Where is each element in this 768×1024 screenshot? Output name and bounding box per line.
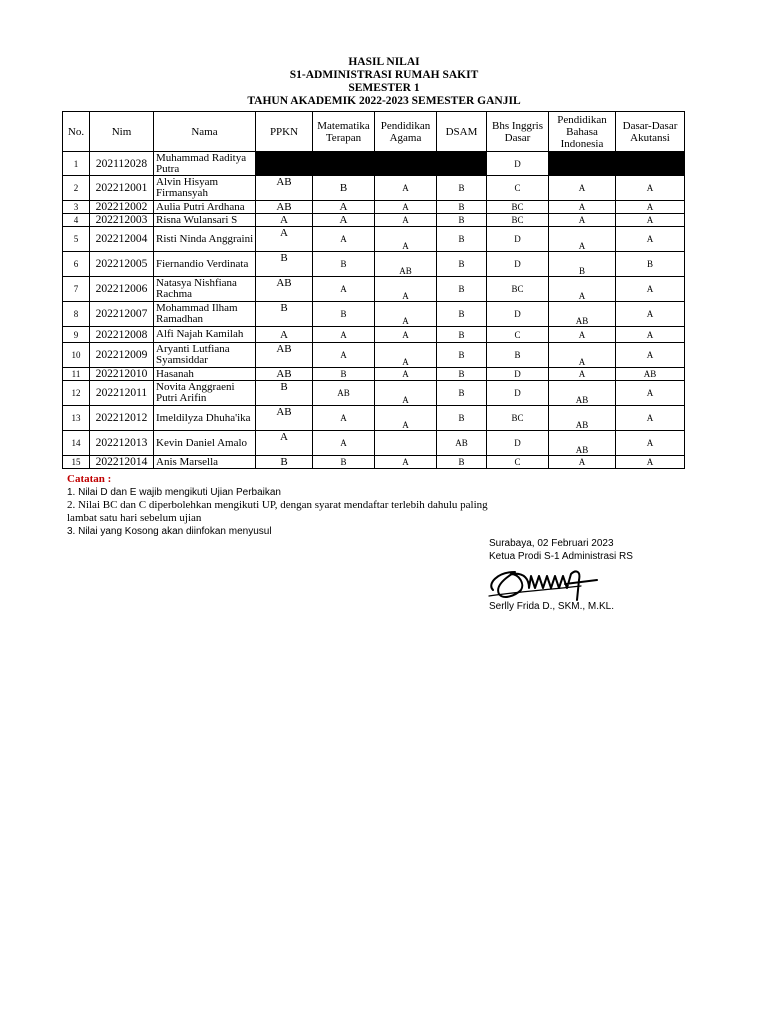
title-line-4: TAHUN AKADEMIK 2022-2023 SEMESTER GANJIL	[247, 95, 521, 107]
col-header-nama: Nama	[154, 112, 256, 152]
cell-indonesia: A	[549, 277, 616, 302]
cell-agama: A	[375, 176, 437, 201]
table-row	[63, 176, 685, 201]
signer-name: Serlly Frida D., SKM., M.KL.	[489, 601, 615, 612]
cell-nama: Alfi Najah Kamilah	[154, 327, 256, 343]
cell-dsam: B	[437, 227, 487, 252]
cell-matematika: B	[313, 368, 375, 381]
cell-akuntansi: A	[616, 227, 685, 252]
cell-inggris: C	[487, 327, 549, 343]
cell-nama: Muhammad Raditya Putra	[154, 152, 256, 176]
cell-agama: A	[375, 302, 437, 327]
cell-matematika: A	[313, 327, 375, 343]
table-row	[63, 152, 685, 176]
cell-agama: A	[375, 368, 437, 381]
cell-matematika: A	[313, 343, 375, 368]
col-header-matematika: Matematika Terapan	[313, 112, 375, 152]
col-header-nim: Nim	[90, 112, 154, 152]
table-row	[63, 214, 685, 227]
cell-dsam: B	[437, 456, 487, 469]
cell-indonesia: AB	[549, 381, 616, 406]
cell-agama: AB	[375, 252, 437, 277]
cell-nim: 202212014	[90, 456, 154, 469]
cell-dsam: B	[437, 327, 487, 343]
cell-matematika: A	[313, 201, 375, 214]
cell-ppkn: B	[256, 381, 313, 406]
cell-dsam: B	[437, 381, 487, 406]
cell-dsam: B	[437, 277, 487, 302]
cell-akuntansi: A	[616, 302, 685, 327]
col-header-ppkn: PPKN	[256, 112, 313, 152]
table-row	[63, 201, 685, 214]
cell-nim: 202212006	[90, 277, 154, 302]
cell-nama: Anis Marsella	[154, 456, 256, 469]
cell-akuntansi: A	[616, 214, 685, 227]
cell-akuntansi: A	[616, 327, 685, 343]
col-header-agama: Pendidikan Agama	[375, 112, 437, 152]
cell-dsam: B	[437, 214, 487, 227]
cell-inggris: D	[487, 302, 549, 327]
cell-ppkn: B	[256, 456, 313, 469]
cell-agama	[375, 431, 437, 456]
cell-agama: A	[375, 227, 437, 252]
cell-ppkn: AB	[256, 368, 313, 381]
cell-redacted	[375, 152, 437, 176]
cell-ppkn: AB	[256, 277, 313, 302]
cell-agama: A	[375, 201, 437, 214]
table-row	[63, 302, 685, 327]
cell-no: 9	[63, 327, 90, 343]
cell-dsam: B	[437, 406, 487, 431]
cell-nama: Imeldilyza Dhuha'ika	[154, 406, 256, 431]
cell-nama: Risti Ninda Anggraini	[154, 227, 256, 252]
cell-nim: 202212005	[90, 252, 154, 277]
cell-matematika: A	[313, 406, 375, 431]
cell-indonesia: A	[549, 176, 616, 201]
cell-matematika: A	[313, 214, 375, 227]
cell-dsam: B	[437, 201, 487, 214]
cell-akuntansi: A	[616, 176, 685, 201]
table-row	[63, 252, 685, 277]
cell-dsam: B	[437, 368, 487, 381]
cell-matematika: A	[313, 277, 375, 302]
cell-akuntansi: A	[616, 201, 685, 214]
cell-nim: 202212008	[90, 327, 154, 343]
cell-inggris: D	[487, 152, 549, 176]
cell-no: 3	[63, 201, 90, 214]
cell-matematika: A	[313, 227, 375, 252]
cell-inggris: BC	[487, 214, 549, 227]
cell-akuntansi: A	[616, 277, 685, 302]
cell-akuntansi: AB	[616, 368, 685, 381]
place-date: Surabaya, 02 Februari 2023	[489, 538, 614, 549]
cell-nama: Alvin Hisyam Firmansyah	[154, 176, 256, 201]
cell-no: 13	[63, 406, 90, 431]
cell-no: 4	[63, 214, 90, 227]
cell-ppkn: AB	[256, 201, 313, 214]
cell-matematika: B	[313, 176, 375, 201]
cell-akuntansi: A	[616, 431, 685, 456]
note-1: 1. Nilai D dan E wajib mengikuti Ujian Perbaikan	[67, 487, 281, 498]
cell-nim: 202112028	[90, 152, 154, 176]
cell-no: 15	[63, 456, 90, 469]
cell-indonesia: A	[549, 343, 616, 368]
table-row	[63, 406, 685, 431]
table-row	[63, 343, 685, 368]
cell-redacted	[437, 152, 487, 176]
cell-akuntansi: A	[616, 456, 685, 469]
cell-inggris: D	[487, 381, 549, 406]
grades-table	[62, 111, 685, 469]
cell-no: 11	[63, 368, 90, 381]
note-3: 3. Nilai yang Kosong akan diinfokan menyusul	[67, 526, 272, 537]
cell-ppkn: AB	[256, 343, 313, 368]
cell-agama: A	[375, 214, 437, 227]
cell-nama: Hasanah	[154, 368, 256, 381]
cell-indonesia: AB	[549, 431, 616, 456]
title-line-3: SEMESTER 1	[348, 82, 420, 94]
cell-inggris: BC	[487, 277, 549, 302]
cell-no: 14	[63, 431, 90, 456]
table-row	[63, 456, 685, 469]
cell-agama: A	[375, 277, 437, 302]
cell-nama: Novita Anggraeni Putri Arifin	[154, 381, 256, 406]
cell-indonesia: A	[549, 368, 616, 381]
cell-nama: Aulia Putri Ardhana	[154, 201, 256, 214]
cell-inggris: BC	[487, 406, 549, 431]
cell-nim: 202212007	[90, 302, 154, 327]
cell-ppkn: B	[256, 252, 313, 277]
cell-no: 7	[63, 277, 90, 302]
col-header-dsam: DSAM	[437, 112, 487, 152]
cell-inggris: C	[487, 176, 549, 201]
handwritten-signature	[485, 560, 610, 605]
cell-nim: 202212009	[90, 343, 154, 368]
col-header-indonesia: Pendidikan Bahasa Indonesia	[549, 112, 616, 152]
cell-nama: Mohammad Ilham Ramadhan	[154, 302, 256, 327]
cell-agama: A	[375, 456, 437, 469]
cell-no: 1	[63, 152, 90, 176]
cell-matematika: AB	[313, 381, 375, 406]
cell-dsam: B	[437, 252, 487, 277]
cell-agama: A	[375, 381, 437, 406]
note-2: 2. Nilai BC dan C diperbolehkan mengikuti UP, dengan syarat mendaftar terlebih dahulu paling	[67, 499, 488, 511]
cell-inggris: B	[487, 343, 549, 368]
cell-agama: A	[375, 327, 437, 343]
cell-indonesia: A	[549, 227, 616, 252]
cell-inggris: D	[487, 431, 549, 456]
cell-akuntansi: A	[616, 406, 685, 431]
col-header-akuntansi: Dasar-Dasar Akutansi	[616, 112, 685, 152]
cell-ppkn: AB	[256, 406, 313, 431]
cell-nama: Kevin Daniel Amalo	[154, 431, 256, 456]
table-row	[63, 381, 685, 406]
cell-indonesia: A	[549, 214, 616, 227]
cell-matematika: B	[313, 302, 375, 327]
cell-nim: 202212001	[90, 176, 154, 201]
cell-ppkn: A	[256, 214, 313, 227]
cell-dsam: B	[437, 176, 487, 201]
cell-ppkn: B	[256, 302, 313, 327]
cell-indonesia: A	[549, 201, 616, 214]
cell-nim: 202212013	[90, 431, 154, 456]
table-row	[63, 368, 685, 381]
cell-no: 5	[63, 227, 90, 252]
table-row	[63, 431, 685, 456]
cell-akuntansi: A	[616, 343, 685, 368]
cell-nim: 202212010	[90, 368, 154, 381]
cell-no: 6	[63, 252, 90, 277]
cell-matematika: A	[313, 431, 375, 456]
cell-inggris: C	[487, 456, 549, 469]
cell-indonesia: AB	[549, 302, 616, 327]
cell-indonesia: A	[549, 327, 616, 343]
cell-akuntansi: B	[616, 252, 685, 277]
cell-matematika: B	[313, 252, 375, 277]
cell-ppkn: AB	[256, 176, 313, 201]
cell-ppkn: A	[256, 327, 313, 343]
col-header-no: No.	[63, 112, 90, 152]
cell-nim: 202212003	[90, 214, 154, 227]
cell-indonesia: B	[549, 252, 616, 277]
signer-position: Ketua Prodi S-1 Administrasi RS	[489, 551, 633, 562]
cell-nim: 202212012	[90, 406, 154, 431]
cell-redacted	[549, 152, 616, 176]
title-line-2: S1-ADMINISTRASI RUMAH SAKIT	[289, 69, 479, 81]
table-row	[63, 277, 685, 302]
cell-redacted	[313, 152, 375, 176]
table-header-row	[63, 112, 685, 152]
cell-agama: A	[375, 406, 437, 431]
cell-no: 12	[63, 381, 90, 406]
cell-no: 8	[63, 302, 90, 327]
cell-nama: Risna Wulansari S	[154, 214, 256, 227]
cell-redacted	[616, 152, 685, 176]
cell-inggris: BC	[487, 201, 549, 214]
cell-indonesia: A	[549, 456, 616, 469]
document-title	[0, 56, 768, 108]
notes-heading: Catatan :	[67, 473, 112, 485]
cell-nama: Natasya Nishfiana Rachma	[154, 277, 256, 302]
cell-nim: 202212002	[90, 201, 154, 214]
title-line-1: HASIL NILAI	[348, 56, 420, 68]
cell-indonesia: AB	[549, 406, 616, 431]
cell-nim: 202212011	[90, 381, 154, 406]
cell-inggris: D	[487, 227, 549, 252]
note-2-continued: lambat satu hari sebelum ujian	[67, 512, 202, 524]
cell-inggris: D	[487, 368, 549, 381]
table-row	[63, 327, 685, 343]
cell-dsam: B	[437, 302, 487, 327]
cell-matematika: B	[313, 456, 375, 469]
cell-agama: A	[375, 343, 437, 368]
col-header-inggris: Bhs Inggris Dasar	[487, 112, 549, 152]
cell-redacted	[256, 152, 313, 176]
cell-no: 2	[63, 176, 90, 201]
table-row	[63, 227, 685, 252]
notes-section	[67, 473, 687, 538]
cell-ppkn: A	[256, 431, 313, 456]
cell-inggris: D	[487, 252, 549, 277]
cell-nim: 202212004	[90, 227, 154, 252]
cell-ppkn: A	[256, 227, 313, 252]
cell-akuntansi: A	[616, 381, 685, 406]
cell-no: 10	[63, 343, 90, 368]
cell-nama: Aryanti Lutfiana Syamsiddar	[154, 343, 256, 368]
cell-dsam: B	[437, 343, 487, 368]
cell-dsam: AB	[437, 431, 487, 456]
cell-nama: Fiernandio Verdinata	[154, 252, 256, 277]
